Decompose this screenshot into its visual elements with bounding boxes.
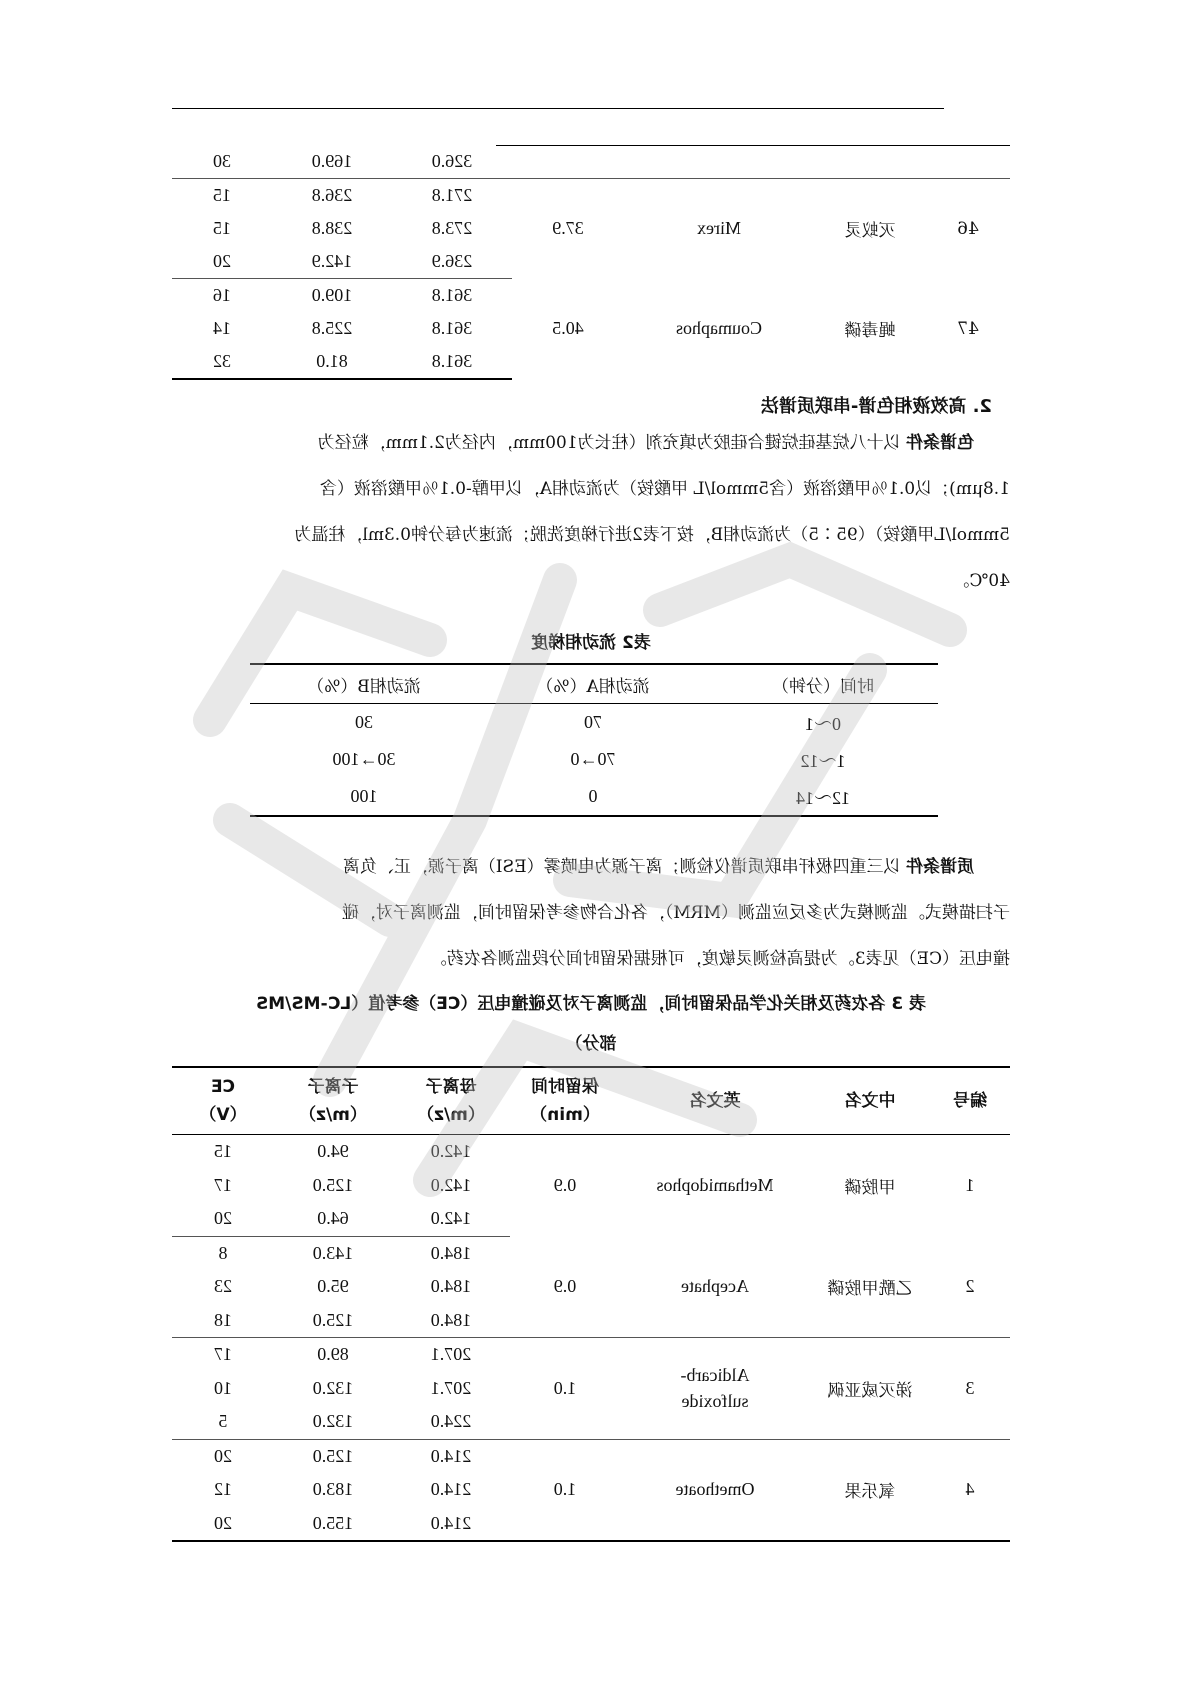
ce-cell: 17 [214,1174,232,1195]
table2-caption: 表2 流动相梯度 [531,633,651,653]
ce-cell: 30 [213,151,231,171]
parent-ion-cell: 214.0 [430,1445,472,1466]
parent-ion-cell: 361.8 [431,285,473,305]
child-ion-cell: 125.0 [312,1174,354,1195]
paragraph-line: 5mmol/L甲酸铵）（95∶5）为流动相B，按下表2进行梯度洗脱；流速为每分钟0.3ml，柱温为 [294,525,1010,545]
parent-ion-cell: 271.8 [431,185,473,205]
header-line: CE [210,1077,236,1097]
retention-time: 0.9 [553,1175,577,1195]
ce-cell: 15 [213,185,231,205]
parent-ion-cell: 361.8 [431,318,473,338]
parent-ion-cell: 207.1 [430,1344,472,1365]
phase-b-cell: 30→100 [332,749,396,769]
parent-ion-cell: 142.0 [392,1202,510,1236]
child-ion-cell: 236.8 [311,185,353,205]
caption-line: 部分） [565,1034,617,1054]
paragraph-line: 以十八烷基硅烷键合硅胶为填充剂（柱长为100mm，内径为2.1mm，粒径为 [317,433,901,453]
ce-cell: 20 [172,1202,274,1236]
column-header: 时间（分钟） [708,664,938,704]
section-heading: 2. 高效液相色谱-串联质谱法 [760,396,992,417]
header-line: （V） [199,1105,247,1125]
parent-ion-cell: 361.8 [392,345,512,379]
ce-cell: 12 [214,1479,232,1500]
parent-ion-cell: 224.0 [392,1405,510,1439]
time-cell: 1～12 [800,750,846,771]
chromatography-paragraph [172,420,1010,604]
retention-time: 1.0 [553,1479,577,1500]
column-header: 编号 [930,1067,1010,1135]
child-ion-cell: 225.8 [311,318,353,338]
child-ion-cell: 142.9 [272,245,392,279]
parent-ion-cell: 184.0 [430,1242,472,1263]
header-line: 保留时间 [531,1077,599,1097]
child-ion-cell: 89.0 [317,1344,349,1365]
table-row [250,778,938,816]
paragraph-line: 40℃。 [952,571,1010,591]
header-line: 母离子 [425,1077,477,1097]
row-number: 2 [930,1236,1010,1338]
child-ion-cell: 132.0 [274,1405,392,1439]
ce-cell: 10 [214,1377,232,1398]
table-header-row [250,664,938,704]
table-row [172,279,1010,313]
english-name: Acephate [620,1236,810,1338]
table-header-row [172,1067,1010,1135]
header-line: 子离子 [307,1077,359,1097]
ce-cell: 15 [213,218,231,238]
ce-cell: 17 [214,1344,232,1365]
name-line: Aldicarb- [680,1365,750,1386]
table-row [172,179,1010,212]
table1-continuation [172,145,1010,380]
retention-time: 37.9 [552,218,584,239]
row-number: 1 [965,1175,975,1195]
ce-cell: 20 [214,1512,232,1533]
phase-a-cell: 70→0 [570,749,616,769]
column-header [510,1067,620,1135]
english-name: Mirex [697,218,741,239]
child-ion-cell: 125.0 [274,1304,392,1338]
column-header: 流动相B（%） [250,664,478,704]
table1-partial-top-rule [496,145,1010,146]
english-name [620,1338,810,1440]
chinese-name: 甲胺磷 [844,1178,896,1198]
child-ion-cell: 64.0 [274,1202,392,1236]
parent-ion-cell: 142.0 [430,1141,472,1162]
child-ion-cell: 238.8 [311,218,353,238]
mass-spec-label: 质谱条件 [906,857,974,877]
time-cell: 0～1 [805,713,841,734]
child-ion-cell: 94.0 [317,1141,349,1162]
column-header: 英文名 [620,1067,810,1135]
parent-ion-cell: 184.0 [430,1276,472,1297]
child-ion-cell: 109.0 [311,285,353,305]
row-number: 4 [965,1479,975,1500]
child-ion-cell: 183.0 [312,1479,354,1500]
parent-ion-cell: 142.0 [430,1174,472,1195]
table-row [250,704,938,742]
name-line: sulfoxide [681,1391,749,1412]
child-ion-cell: 81.0 [272,345,392,379]
parent-ion-cell: 214.0 [430,1512,472,1533]
child-ion-cell: 143.0 [312,1242,354,1263]
column-header [172,1067,274,1135]
ce-cell: 5 [172,1405,274,1439]
column-header: 中文名 [810,1067,930,1135]
row-number: 3 [930,1338,1010,1440]
chromatography-label: 色谱条件 [906,433,974,453]
table-row [172,1439,1010,1473]
child-ion-cell: 169.0 [311,151,353,171]
child-ion-cell: 132.0 [312,1377,354,1398]
column-header [274,1067,392,1135]
page-top-rule [172,108,944,109]
column-header: 流动相A（%） [478,664,708,704]
column-header [392,1067,510,1135]
child-ion-cell: 155.0 [312,1512,354,1533]
paragraph-line: 撞电压（CE）见表3。为提高检测灵敏度，可根据保留时间分段监测各农药。 [429,949,1010,969]
retention-time: 0.9 [510,1236,620,1338]
caption-line: 表 3 各农药及相关化学品保留时间，监测离子对及碰撞电压（CE）参考值（LC-MS/MS [255,994,927,1014]
chinese-name: 氧乐果 [844,1482,896,1503]
ce-cell: 15 [214,1141,232,1162]
ce-cell: 32 [172,345,272,379]
parent-ion-cell: 326.0 [431,151,473,171]
phase-b-cell: 30 [355,712,373,732]
header-line: （min） [530,1105,600,1125]
english-name: Omethoate [675,1479,755,1500]
row-number: 47 [957,318,979,339]
english-name: Coumaphos [676,318,763,339]
paragraph-line: 子扫描模式。监测模式为多反应监测（MRM），各化合物参考保留时间，监测离子对，碰 [341,903,1010,923]
parent-ion-cell: 184.0 [392,1304,510,1338]
chinese-name: 灭蚁灵 [844,221,896,242]
parent-ion-cell: 236.9 [392,245,512,279]
retention-time: 1.0 [510,1338,620,1440]
chinese-name: 蝇毒磷 [844,321,896,342]
ce-cell: 23 [214,1276,232,1297]
table-row [172,1338,1010,1372]
table-row [250,741,938,778]
child-ion-cell: 125.0 [312,1445,354,1466]
ce-cell: 20 [172,245,272,279]
table3-lcmsms [172,1066,1010,1542]
english-name: Methamidophos [656,1175,774,1195]
parent-ion-cell: 214.0 [430,1479,472,1500]
mass-spec-paragraph [172,844,1010,982]
paragraph-line: 以三重四极杆串联质谱仪检测；离子源为电喷雾（ESI）离子源，正、负离 [342,857,901,877]
phase-a-cell: 70 [584,712,602,732]
header-line: （m/z） [417,1105,485,1125]
phase-b-cell: 100 [350,786,378,806]
ce-cell: 8 [218,1242,228,1263]
ce-cell: 18 [172,1304,274,1338]
paragraph-line: 1.8μm)；以0.1％甲酸溶液（含5mmol/L 甲酸铵）为流动相A，以甲醇-0.1％甲酸溶液（含 [319,479,1010,499]
row-number: 46 [957,218,979,239]
parent-ion-cell: 273.8 [431,218,473,238]
phase-a-cell: 0 [588,786,598,806]
retention-time: 40.5 [552,318,584,339]
chinese-name: 涕灭威亚砜 [810,1338,930,1440]
table2-gradient [250,663,938,817]
table-row [172,145,1010,179]
table-row [172,1236,1010,1270]
ce-cell: 14 [213,318,231,338]
parent-ion-cell: 207.1 [430,1377,472,1398]
chinese-name: 乙酰甲胺磷 [810,1236,930,1338]
ce-cell: 20 [214,1445,232,1466]
table3-caption [172,984,1010,1064]
header-line: （m/z） [299,1105,367,1125]
child-ion-cell: 95.0 [317,1276,349,1297]
table-row [172,1135,1010,1169]
time-cell: 12～14 [796,787,850,808]
ce-cell: 16 [213,285,231,305]
